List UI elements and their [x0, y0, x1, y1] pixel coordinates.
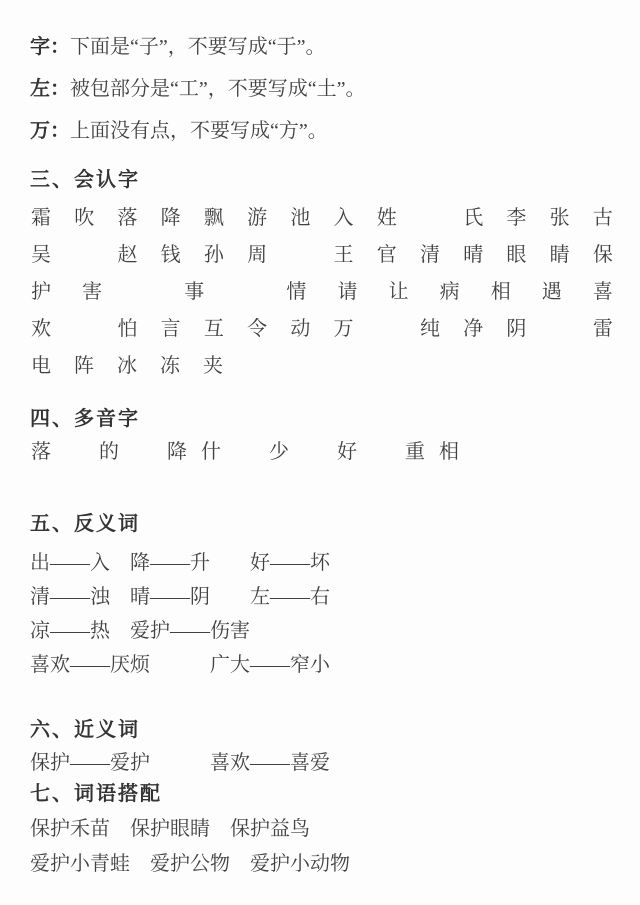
- character: [64, 437, 86, 467]
- character: 降: [167, 441, 187, 463]
- note-lead-char: 字：: [30, 36, 70, 58]
- note-body-text: 上面没有点，不要写成“方”。: [70, 120, 328, 142]
- note-line: [30, 26, 614, 68]
- character: 让: [388, 281, 409, 303]
- character: 相: [439, 441, 459, 463]
- character: 令: [247, 318, 268, 340]
- character: 晴: [463, 244, 484, 266]
- section-heading-duoyin: 四、多音字: [30, 408, 140, 430]
- collocation-row: 保护禾苗 保护眼睛 保护益鸟: [30, 818, 310, 840]
- duoyin-character-row: [30, 437, 614, 467]
- section-heading-dapei: 七、词语搭配: [30, 783, 162, 805]
- note-body-text: 下面是“子”，不要写成“于”。: [70, 36, 326, 58]
- character: 夹: [203, 355, 223, 377]
- character: 落: [117, 207, 138, 229]
- character: 池: [290, 207, 311, 229]
- antonym-row: 清——浊 晴——阴 左——右: [30, 586, 330, 608]
- section-heading-renzi: 三、会认字: [30, 169, 140, 191]
- synonym-list: [30, 748, 614, 778]
- character: 入: [333, 207, 354, 229]
- character-row: [30, 237, 614, 274]
- character: 官: [376, 244, 397, 266]
- character: 互: [203, 318, 224, 340]
- character: 降: [160, 207, 181, 229]
- character: 重: [405, 441, 425, 463]
- character-row: [30, 200, 614, 237]
- character: 的: [99, 441, 119, 463]
- character: 王: [333, 244, 354, 266]
- character: 请: [337, 281, 358, 303]
- note-line: [30, 68, 614, 110]
- note-lead-char: 左：: [30, 78, 70, 100]
- character: 眼: [506, 244, 527, 266]
- character: 吹: [74, 207, 95, 229]
- character: 电: [31, 355, 51, 377]
- collocation-row: 爱护小青蛙 爱护公物 爱护小动物: [30, 853, 350, 875]
- character: 喜: [592, 281, 613, 303]
- character: 什: [201, 441, 221, 463]
- character: 清: [419, 244, 440, 266]
- note-line: [30, 110, 614, 152]
- character: 冰: [117, 355, 137, 377]
- antonym-row: 凉——热 爱护——伤害: [30, 620, 250, 642]
- antonym-row: 出——入 降——升 好——坏: [30, 552, 330, 574]
- character: [302, 437, 324, 467]
- character: 吴: [31, 244, 51, 266]
- note-body-text: 被包部分是“工”，不要写成“土”。: [70, 78, 366, 100]
- character: [132, 437, 154, 467]
- character: 欢: [31, 318, 51, 340]
- character: 害: [82, 281, 103, 303]
- renzi-character-grid: [30, 200, 614, 385]
- collocation-list: [30, 812, 614, 882]
- character: 游: [247, 207, 268, 229]
- character: 少: [269, 441, 289, 463]
- character-row: [30, 274, 614, 311]
- character: 万: [333, 318, 354, 340]
- character: 张: [549, 207, 570, 229]
- character: 姓: [376, 207, 397, 229]
- character: 赵: [117, 244, 138, 266]
- section-heading-fanyi: 五、反义词: [30, 513, 140, 535]
- antonym-list: [30, 546, 614, 682]
- character: 事: [184, 281, 205, 303]
- character: 雷: [592, 318, 613, 340]
- character: [370, 437, 392, 467]
- character: 睛: [549, 244, 570, 266]
- character: 孙: [203, 244, 224, 266]
- character: 纯: [419, 318, 440, 340]
- character: 遇: [541, 281, 562, 303]
- character-row: [30, 348, 614, 385]
- character: 古: [592, 207, 613, 229]
- character: 情: [286, 281, 307, 303]
- character: 动: [290, 318, 311, 340]
- character: 阴: [506, 318, 527, 340]
- writing-notes-block: [30, 26, 614, 152]
- character: 怕: [117, 318, 138, 340]
- synonym-row: 保护——爱护 喜欢——喜爱: [30, 752, 330, 774]
- character: 落: [31, 441, 51, 463]
- character: 李: [506, 207, 527, 229]
- character: 言: [160, 318, 181, 340]
- character: 冻: [160, 355, 180, 377]
- character: 病: [439, 281, 460, 303]
- character: 净: [463, 318, 484, 340]
- character: 飘: [203, 207, 224, 229]
- note-lead-char: 万：: [30, 120, 70, 142]
- character: 周: [247, 244, 268, 266]
- character: 霜: [31, 207, 51, 229]
- character: [234, 437, 256, 467]
- character: 相: [490, 281, 511, 303]
- character: 好: [337, 441, 357, 463]
- character: 护: [31, 281, 51, 303]
- character: 保: [592, 244, 613, 266]
- section-heading-jinyi: 六、近义词: [30, 719, 140, 741]
- character: 氏: [463, 207, 484, 229]
- antonym-row: 喜欢——厌烦 广大——窄小: [30, 654, 330, 676]
- character: 阵: [74, 355, 94, 377]
- character: 钱: [160, 244, 181, 266]
- character-row: [30, 311, 614, 348]
